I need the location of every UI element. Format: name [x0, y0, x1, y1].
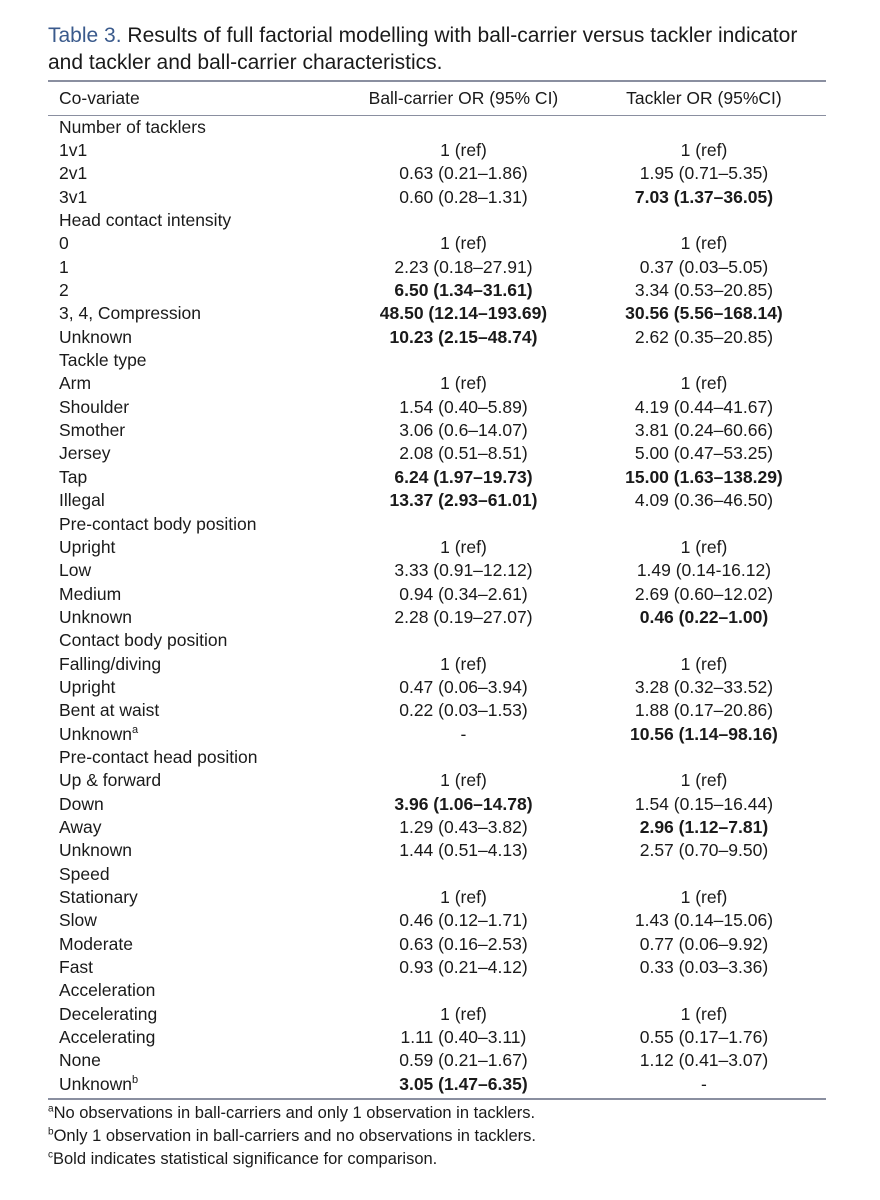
ball-carrier-or: 48.50 (12.14–193.69) [379, 303, 548, 324]
tackler-or: 1.43 (0.14–15.06) [634, 910, 774, 931]
table-row [48, 1049, 826, 1072]
ball-carrier-or: 1 (ref) [440, 373, 487, 394]
group-header-row [48, 512, 826, 535]
table-row [48, 232, 826, 255]
group-label [48, 115, 345, 138]
table-row [48, 722, 826, 745]
tackler-or [582, 629, 826, 652]
ball-carrier-or: 3.05 (1.47–6.35) [399, 1073, 528, 1094]
covariate-text: Upright [59, 536, 116, 557]
covariate-label [48, 675, 345, 698]
covariate-label [48, 792, 345, 815]
ball-carrier-or: - [460, 723, 467, 744]
table-row [48, 582, 826, 605]
covariate-label [48, 442, 345, 465]
tackler-or [582, 979, 826, 1002]
ball-carrier-or: 1 (ref) [440, 653, 487, 674]
covariate-text: Slow [59, 910, 97, 931]
ball-carrier-or [345, 862, 582, 885]
table-row [48, 465, 826, 488]
ball-carrier-or: 1.54 (0.40–5.89) [399, 396, 528, 417]
table-row [48, 932, 826, 955]
table-row [48, 769, 826, 792]
covariate-label [48, 465, 345, 488]
ball-carrier-or: 1 (ref) [440, 140, 487, 161]
covariate-text: Illegal [59, 490, 105, 511]
covariate-text: Speed [59, 863, 110, 884]
table-row [48, 442, 826, 465]
tackler-or: 1 (ref) [680, 140, 728, 161]
table-row [48, 909, 826, 932]
table-row [48, 395, 826, 418]
ball-carrier-or: 1 (ref) [440, 536, 487, 557]
header-ball-carrier: Ball-carrier OR (95% CI) [368, 88, 559, 108]
covariate-text: Bent at waist [59, 700, 160, 721]
ball-carrier-or: 2.08 (0.51–8.51) [399, 443, 528, 464]
tackler-or: 1.49 (0.14-16.12) [636, 560, 772, 581]
covariate-label [48, 162, 345, 185]
covariate-label [48, 815, 345, 838]
ball-carrier-or: 0.60 (0.28–1.31) [399, 186, 528, 207]
ball-carrier-or: 10.23 (2.15–48.74) [389, 326, 538, 347]
tackler-or: 3.28 (0.32–33.52) [634, 676, 774, 697]
group-header-row [48, 115, 826, 138]
tackler-or: 2.57 (0.70–9.50) [639, 840, 769, 861]
tackler-or: 2.69 (0.60–12.02) [634, 583, 774, 604]
covariate-text: Smother [59, 420, 126, 441]
covariate-label [48, 699, 345, 722]
tackler-or: 3.34 (0.53–20.85) [634, 280, 774, 301]
caption-text: Results of full factorial modelling with ball-carrier versus tackler indicator and tackler and ball-carrier characteristics. [48, 24, 798, 74]
covariate-text: Jersey [59, 443, 111, 464]
covariate-text: Unknown [59, 326, 132, 347]
footnote-b [48, 1125, 838, 1148]
table-row [48, 372, 826, 395]
footnote-ref: b [131, 1073, 139, 1086]
table-body [48, 115, 826, 1095]
covariate-text: Unknown [59, 840, 132, 861]
footnotes [48, 1102, 838, 1171]
group-header-row [48, 348, 826, 371]
ball-carrier-or [345, 348, 582, 371]
tackler-or: 15.00 (1.63–138.29) [625, 466, 783, 487]
header-row [48, 82, 826, 115]
table-row [48, 699, 826, 722]
table-row [48, 815, 826, 838]
footnote-mark: a [48, 1103, 54, 1115]
covariate-text: Accelerating [59, 1027, 156, 1048]
table-caption [48, 22, 838, 76]
covariate-label [48, 1049, 345, 1072]
tackler-or: 0.55 (0.17–1.76) [639, 1027, 769, 1048]
covariate-label [48, 535, 345, 558]
covariate-label [48, 1002, 345, 1025]
covariate-label [48, 372, 345, 395]
ball-carrier-or [345, 512, 582, 535]
covariate-text: Pre-contact body position [59, 513, 257, 534]
footnote-text: Bold indicates statistical significance for comparison. [53, 1150, 438, 1168]
covariate-text: Tackle type [59, 350, 147, 371]
group-header-row [48, 208, 826, 231]
table-row [48, 652, 826, 675]
tackler-or: 5.00 (0.47–53.25) [634, 443, 774, 464]
group-header-row [48, 745, 826, 768]
ball-carrier-or: 6.50 (1.34–31.61) [394, 280, 533, 301]
tackler-or: 1 (ref) [680, 536, 728, 557]
ball-carrier-or [345, 115, 582, 138]
covariate-label [48, 138, 345, 161]
group-label [48, 208, 345, 231]
covariate-label [48, 932, 345, 955]
ball-carrier-or: 0.93 (0.21–4.12) [399, 957, 528, 978]
covariate-text: Away [59, 816, 102, 837]
ball-carrier-or: 0.94 (0.34–2.61) [399, 583, 528, 604]
group-label [48, 348, 345, 371]
table-row [48, 325, 826, 348]
tackler-or: - [701, 1073, 707, 1094]
covariate-text: Fast [59, 957, 94, 978]
ball-carrier-or: 6.24 (1.97–19.73) [394, 466, 533, 487]
covariate-label [48, 605, 345, 628]
ball-carrier-or [345, 745, 582, 768]
table-row [48, 185, 826, 208]
table-row [48, 1025, 826, 1048]
covariate-text: Decelerating [59, 1003, 158, 1024]
covariate-label [48, 1072, 345, 1095]
table-row [48, 605, 826, 628]
covariate-text: Contact body position [59, 630, 228, 651]
ball-carrier-or: 3.96 (1.06–14.78) [394, 793, 533, 814]
tackler-or [582, 348, 826, 371]
covariate-text: Unknown [59, 1073, 132, 1094]
group-label [48, 745, 345, 768]
tackler-or [582, 862, 826, 885]
table-row [48, 955, 826, 978]
footnote-a [48, 1102, 838, 1125]
covariate-text: Moderate [59, 933, 133, 954]
table-row [48, 1002, 826, 1025]
group-label [48, 862, 345, 885]
ball-carrier-or: 0.63 (0.21–1.86) [399, 163, 528, 184]
covariate-text: Up & forward [59, 770, 162, 791]
covariate-text: Unknown [59, 606, 132, 627]
ball-carrier-or: 2.23 (0.18–27.91) [394, 256, 533, 277]
covariate-text: 1 [59, 256, 69, 277]
tackler-or: 1 (ref) [680, 887, 728, 908]
covariate-text: Tap [59, 466, 88, 487]
table-row [48, 535, 826, 558]
table-row [48, 162, 826, 185]
results-table [48, 82, 826, 1095]
covariate-text: Falling/diving [59, 653, 162, 674]
covariate-text: 1v1 [59, 140, 88, 161]
covariate-text: 3, 4, Compression [59, 303, 202, 324]
tackler-or: 1 (ref) [680, 1003, 728, 1024]
covariate-label [48, 185, 345, 208]
tackler-or: 2.96 (1.12–7.81) [639, 816, 769, 837]
table-row [48, 559, 826, 582]
covariate-label [48, 839, 345, 862]
tackler-or [582, 115, 826, 138]
covariate-text: Upright [59, 676, 116, 697]
ball-carrier-or: 0.59 (0.21–1.67) [399, 1050, 528, 1071]
tackler-or: 1 (ref) [680, 233, 728, 254]
tackler-or [582, 745, 826, 768]
covariate-text: Unknown [59, 723, 132, 744]
tackler-or: 2.62 (0.35–20.85) [634, 326, 774, 347]
ball-carrier-or: 3.06 (0.6–14.07) [399, 420, 528, 441]
footnote-c [48, 1148, 838, 1171]
ball-carrier-or: 3.33 (0.91–12.12) [394, 560, 533, 581]
table-row [48, 839, 826, 862]
covariate-text: 2 [59, 280, 69, 301]
group-header-row [48, 862, 826, 885]
bottom-rule [48, 1098, 826, 1100]
ball-carrier-or: 1.44 (0.51–4.13) [399, 840, 528, 861]
covariate-label [48, 1025, 345, 1048]
tackler-or: 1.88 (0.17–20.86) [634, 700, 774, 721]
ball-carrier-or: 2.28 (0.19–27.07) [394, 606, 533, 627]
covariate-text: 0 [59, 233, 69, 254]
tackler-or: 7.03 (1.37–36.05) [634, 186, 774, 207]
covariate-text: Shoulder [59, 396, 130, 417]
tackler-or: 0.37 (0.03–5.05) [639, 256, 769, 277]
tackler-or: 4.19 (0.44–41.67) [634, 396, 774, 417]
covariate-label [48, 955, 345, 978]
ball-carrier-or: 1 (ref) [440, 887, 487, 908]
table-row [48, 138, 826, 161]
table-row [48, 675, 826, 698]
tackler-or: 1 (ref) [680, 653, 728, 674]
tackler-or: 1.12 (0.41–3.07) [639, 1050, 769, 1071]
group-header-row [48, 979, 826, 1002]
ball-carrier-or: 0.63 (0.16–2.53) [399, 933, 528, 954]
ball-carrier-or [345, 979, 582, 1002]
covariate-label [48, 885, 345, 908]
ball-carrier-or: 1 (ref) [440, 770, 487, 791]
table-number: Table 3. [48, 24, 122, 47]
header-tackler: Tackler OR (95%CI) [626, 88, 782, 108]
footnote-mark: b [48, 1126, 54, 1138]
ball-carrier-or: 0.46 (0.12–1.71) [399, 910, 528, 931]
covariate-label [48, 769, 345, 792]
ball-carrier-or: 0.22 (0.03–1.53) [399, 700, 528, 721]
ball-carrier-or: 1 (ref) [440, 1003, 487, 1024]
ball-carrier-or: 13.37 (2.93–61.01) [389, 490, 538, 511]
tackler-or [582, 208, 826, 231]
covariate-text: Medium [59, 583, 122, 604]
group-header-row [48, 629, 826, 652]
covariate-text: Head contact intensity [59, 210, 232, 231]
covariate-label [48, 255, 345, 278]
ball-carrier-or: 1.29 (0.43–3.82) [399, 816, 528, 837]
table-row [48, 302, 826, 325]
covariate-label [48, 418, 345, 441]
table-row [48, 418, 826, 441]
tackler-or: 4.09 (0.36–46.50) [634, 490, 774, 511]
tackler-or: 1.54 (0.15–16.44) [634, 793, 774, 814]
group-label [48, 512, 345, 535]
group-label [48, 629, 345, 652]
footnote-text: No observations in ball-carriers and only 1 observation in tacklers. [53, 1104, 536, 1122]
tackler-or [582, 512, 826, 535]
tackler-or: 0.33 (0.03–3.36) [639, 957, 769, 978]
table-row [48, 489, 826, 512]
ball-carrier-or: 0.47 (0.06–3.94) [399, 676, 528, 697]
group-label [48, 979, 345, 1002]
ball-carrier-or: 1.11 (0.40–3.11) [400, 1027, 527, 1048]
covariate-label [48, 232, 345, 255]
tackler-or: 30.56 (5.56–168.14) [625, 303, 783, 324]
covariate-label [48, 278, 345, 301]
covariate-label [48, 652, 345, 675]
ball-carrier-or [345, 208, 582, 231]
covariate-text: None [59, 1050, 101, 1071]
table-row [48, 885, 826, 908]
footnote-text: Only 1 observation in ball-carriers and no observations in tacklers. [53, 1127, 536, 1145]
covariate-text: Stationary [59, 887, 138, 908]
covariate-label [48, 395, 345, 418]
ball-carrier-or [345, 629, 582, 652]
covariate-text: Pre-contact head position [59, 746, 258, 767]
tackler-or: 0.46 (0.22–1.00) [639, 606, 769, 627]
tackler-or: 1 (ref) [680, 373, 728, 394]
footnote-ref: a [131, 723, 139, 736]
tackler-or: 1.95 (0.71–5.35) [639, 163, 769, 184]
header-covariate: Co-variate [59, 88, 140, 108]
covariate-label [48, 582, 345, 605]
covariate-label [48, 559, 345, 582]
covariate-label [48, 909, 345, 932]
footnote-mark: c [48, 1149, 53, 1161]
covariate-text: Low [59, 560, 92, 581]
covariate-label [48, 722, 345, 745]
table-row [48, 255, 826, 278]
covariate-text: 3v1 [59, 186, 88, 207]
covariate-text: 2v1 [59, 163, 88, 184]
covariate-text: Acceleration [59, 980, 156, 1001]
tackler-or: 10.56 (1.14–98.16) [629, 723, 778, 744]
tackler-or: 0.77 (0.06–9.92) [639, 933, 769, 954]
covariate-label [48, 325, 345, 348]
covariate-label [48, 489, 345, 512]
ball-carrier-or: 1 (ref) [440, 233, 487, 254]
table-row [48, 792, 826, 815]
tackler-or: 3.81 (0.24–60.66) [634, 420, 774, 441]
table-row [48, 1072, 826, 1095]
covariate-text: Down [59, 793, 104, 814]
covariate-text: Number of tacklers [59, 116, 206, 137]
covariate-text: Arm [59, 373, 92, 394]
tackler-or: 1 (ref) [680, 770, 728, 791]
table-row [48, 278, 826, 301]
covariate-label [48, 302, 345, 325]
